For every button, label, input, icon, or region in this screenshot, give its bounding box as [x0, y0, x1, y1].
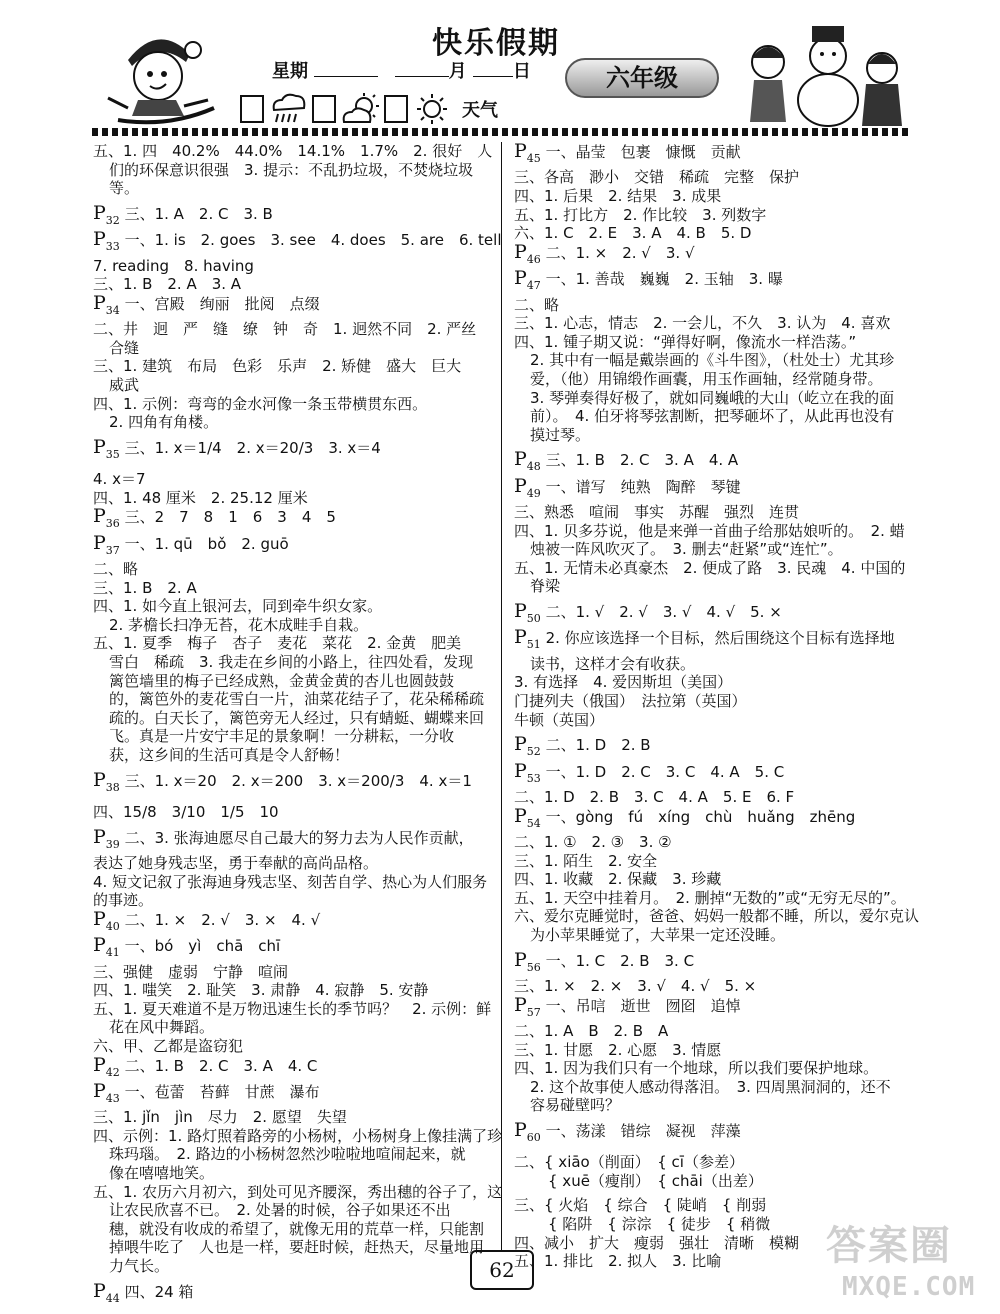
answer-line — [514, 926, 914, 945]
answer-line — [514, 240, 914, 269]
answer-line — [514, 788, 914, 807]
answer-line — [514, 655, 914, 674]
page-ref: $P_{43}$ — [93, 1079, 120, 1105]
page-ref: $P_{41}$ — [93, 934, 120, 959]
answer-line — [514, 474, 914, 503]
answer-line — [93, 531, 493, 560]
page-ref: $P_{52}$ — [514, 733, 541, 758]
page-ref: $P_{50}$ — [514, 600, 541, 625]
answer-text: 三、1. 陌生 2. 安全 — [514, 851, 658, 870]
answer-line — [93, 672, 493, 691]
answer-text: 二、略 — [93, 560, 139, 579]
watermark-logo — [826, 1214, 996, 1312]
page-ref: $P_{44}$ — [93, 1279, 120, 1305]
page-ref: $P_{49}$ — [514, 474, 541, 500]
answer-line — [93, 142, 493, 161]
day-label: 日 — [512, 61, 531, 82]
watermark-url: MXQE.COM — [842, 1272, 976, 1302]
header-divider — [92, 128, 910, 136]
answer-line — [93, 507, 493, 533]
answer-line — [93, 1201, 493, 1220]
answer-text: 前）。 4. 伯牙将琴弦割断，把琴砸坏了，从此再也没有 — [530, 407, 895, 426]
answer-line — [93, 291, 493, 320]
answer-text: 六、甲、乙都是盗窃犯 — [93, 1036, 244, 1055]
answer-text: 三、1. x＝1/4 2. x＝20/3 3. x＝4 — [124, 438, 381, 457]
answer-line — [93, 1164, 493, 1183]
answer-text: 四、15/8 3/10 1/5 10 — [93, 802, 279, 821]
answer-line — [514, 206, 914, 225]
weather-checkbox-sunny — [384, 95, 408, 123]
answer-text: 获，这乡间的生活可真是令人舒畅！ — [109, 746, 350, 764]
answer-text: 掉喂牛吃了 人也是一样，要赶时候，赶热天，尽量地用 — [109, 1238, 485, 1257]
page-ref: $P_{35}$ — [93, 435, 120, 461]
answer-line — [93, 1238, 493, 1257]
answer-text: 们的环保意识很强 3. 提示：不乱扔垃圾，不焚烧垃圾 — [109, 160, 474, 179]
answer-line — [514, 628, 914, 654]
page-ref: $P_{47}$ — [514, 267, 541, 292]
answer-line — [514, 1022, 914, 1041]
answer-line — [93, 201, 493, 230]
answer-text: 四、1. 嗤笑 2. 耻笑 3. 肃静 4. 寂静 5. 安静 — [93, 981, 429, 1000]
answer-line — [514, 692, 914, 711]
answer-text: 威武 — [109, 375, 140, 394]
answer-text: 3. 有选择 4. 爱因斯坦（美国） — [514, 673, 733, 692]
answer-text: 4. x＝7 — [93, 470, 146, 489]
page-header — [0, 0, 1000, 150]
answer-line — [93, 936, 493, 962]
page-ref: $P_{40}$ — [93, 907, 120, 933]
skier-cartoon-icon — [98, 20, 218, 128]
answer-line — [514, 889, 914, 908]
answer-text: 五、1. 农历六月初六，到处可见齐腰深，秀出穗的谷子了，这 — [93, 1182, 503, 1201]
answer-line — [93, 470, 493, 489]
page-ref: $P_{32}$ — [93, 201, 120, 227]
answer-text: 烛被一阵风吹灭了。 3. 删去“赶紧”或“连忙”。 — [530, 540, 843, 559]
answer-line — [514, 870, 914, 889]
answer-line — [93, 1037, 493, 1056]
answer-line — [93, 746, 493, 765]
answer-text: 三、1. 心志，情志 2. 一会儿，不久 3. 认为 4. 喜欢 — [514, 314, 891, 333]
answer-line — [93, 981, 493, 1000]
weekday-label: 星期 — [272, 61, 308, 82]
answer-line — [93, 376, 493, 395]
answer-text: 二、1. D 2. B — [545, 736, 651, 755]
answer-text: 7. reading 8. having — [93, 256, 254, 275]
answer-text: 等。 — [109, 179, 140, 198]
answer-line — [93, 1108, 493, 1127]
page-ref: $P_{36}$ — [93, 505, 120, 531]
answer-line — [514, 852, 914, 871]
page-title: 快乐假期 — [432, 26, 560, 61]
answer-line — [93, 768, 493, 797]
answer-line — [93, 257, 493, 276]
answer-text: 2. 茅檐长扫净无苔，花木成畦手自栽。 — [109, 615, 369, 634]
answer-line — [93, 357, 493, 376]
answer-text: 花在风中舞蹈。 — [109, 1018, 215, 1037]
sun-icon — [412, 92, 452, 126]
answer-text: 四、1. 贝多芬说，他是来弹一首曲子给那姑娘听的。 2. 蜡 — [514, 521, 905, 540]
answer-text: 一、苞蕾 苔藓 甘蔗 瀑布 — [124, 1082, 320, 1101]
answer-text: 五、1. 无情未必真豪杰 2. 便成了路 3. 民魂 4. 中国的 — [514, 558, 906, 577]
answer-text: 一、吊唁 逝世 囫囵 追悼 — [545, 996, 741, 1015]
answer-line — [514, 1172, 914, 1191]
answer-line — [514, 833, 914, 852]
answer-text: 爱，（他）用锦缎作画囊，用玉作画轴，经常随身带。 — [530, 369, 883, 388]
page-ref: $P_{57}$ — [514, 993, 541, 1019]
answer-line — [93, 579, 493, 598]
answer-text: 二、3. 张海迪愿尽自己最大的努力去为人民作贡献， — [124, 828, 474, 847]
answer-line — [514, 426, 914, 445]
answer-line — [514, 993, 914, 1022]
answer-line — [93, 1145, 493, 1164]
answer-text: 三、各高 渺小 交错 稀疏 完整 保护 — [514, 168, 800, 187]
answer-text: 一、1. C 2. B 3. C — [545, 951, 695, 970]
partly-sunny-icon — [340, 92, 380, 126]
answer-text: 让农民欣喜不已。 2. 处暑的时候，谷子如果还不出 — [109, 1201, 451, 1220]
answer-text: 三、强健 虚弱 宁静 喧闹 — [93, 962, 289, 981]
answer-text: 表达了她身残志坚，勇于奉献的高尚品格。 — [93, 853, 379, 872]
answer-line — [93, 275, 493, 294]
answer-text: 2. 四角有角楼。 — [109, 413, 219, 432]
answer-text: 一、gòng fú xíng chù huǎng zhēng — [545, 807, 856, 826]
answer-text: 四、1. 锺子期又说：“弹得好啊，像流水一样浩荡。” — [514, 332, 857, 351]
answer-text: 一、谱写 纯熟 陶醉 琴键 — [545, 477, 741, 496]
answer-line — [514, 1078, 914, 1097]
page-ref: $P_{39}$ — [93, 825, 120, 851]
answer-line — [93, 435, 493, 464]
answer-line — [514, 351, 914, 370]
page-ref: $P_{54}$ — [514, 804, 541, 830]
answer-text: 珠玛瑙。 2. 路边的小杨树忽然沙啦啦地喧闹起来，就 — [109, 1145, 466, 1164]
answer-text: 2. 你应该选择一个目标，然后围绕这个目标有选择地 — [545, 629, 895, 648]
answer-text: 四、1. 如今直上银河去，同到牵牛织女家。 — [93, 597, 383, 616]
answer-text: 三、1. B 2. C 3. A 4. A — [545, 451, 739, 470]
answer-line — [93, 907, 493, 936]
answer-text: 三、1. x＝20 2. x＝200 3. x＝200/3 4. x＝1 — [124, 771, 472, 790]
answer-line — [93, 489, 493, 508]
answer-text: 疏的。白天长了，篱笆旁无人经过，只有蜻蜓、蝴蝶来回 — [109, 708, 485, 727]
page-ref: $P_{37}$ — [93, 531, 120, 557]
answer-line — [514, 296, 914, 315]
answer-text: 2. 其中有一幅是戴崇画的《斗牛图》，（杜处士）尤其珍 — [530, 351, 895, 370]
month-label: 月 — [448, 61, 467, 82]
weather-checkbox-cloudy — [312, 95, 336, 123]
answer-line — [514, 1059, 914, 1078]
weekday-blank — [314, 60, 378, 77]
answer-line — [93, 1079, 493, 1108]
answer-text: 篱笆墙里的梅子已经成熟，金黄金黄的杏儿也圆鼓鼓 — [109, 671, 455, 690]
answer-line — [93, 560, 493, 579]
answer-line — [93, 1220, 493, 1239]
answer-line — [93, 854, 493, 873]
answer-text: 一、1. D 2. C 3. C 4. A 5. C — [545, 762, 785, 781]
answer-text: 四、1. 48 厘米 2. 25.12 厘米 — [93, 488, 308, 507]
answer-text: 的事迹。 — [93, 891, 154, 910]
page-ref: $P_{46}$ — [514, 240, 541, 266]
answer-line — [93, 228, 502, 256]
answer-text: 四、减小 扩大 瘦弱 强壮 清晰 模糊 — [514, 1233, 800, 1252]
answer-text: { 陷阱 { 淙淙 { 徒步 { 稍微 — [548, 1215, 771, 1234]
answer-text: 2. 这个故事使人感动得落泪。 3. 四周黑洞洞的，还不 — [530, 1077, 891, 1096]
answer-text: 雪白 稀疏 3. 我走在乡间的小路上，往四处看，发现 — [109, 653, 474, 672]
answer-line — [93, 653, 493, 672]
answer-line — [93, 413, 493, 432]
answer-text: 三、1. 建筑 布局 色彩 乐声 2. 矫健 盛大 巨大 — [93, 357, 462, 376]
answer-text: 三、1. × 2. × 3. √ 4. √ 5. × — [514, 976, 757, 995]
answer-line — [514, 977, 914, 996]
answer-line — [93, 161, 493, 180]
grade-badge: 六年级 — [565, 58, 719, 98]
answer-text: 像在嘻嘻地笑。 — [109, 1164, 215, 1183]
answer-text: 读书，这样才会有收获。 — [530, 654, 696, 673]
day-blank — [473, 60, 513, 77]
answer-line — [514, 540, 914, 559]
answer-line — [93, 616, 493, 635]
answer-line — [514, 389, 914, 408]
weather-checkbox-rain — [240, 95, 264, 123]
date-line — [272, 57, 531, 83]
answer-line — [514, 735, 914, 761]
page-ref: $P_{45}$ — [514, 140, 541, 165]
answer-text: 一、晶莹 包裹 慷慨 贡献 — [545, 143, 741, 161]
weather-row — [240, 92, 498, 126]
page-ref: $P_{34}$ — [93, 291, 120, 317]
answer-line — [514, 407, 914, 426]
answer-text: 二、略 — [514, 295, 560, 314]
answer-line — [93, 634, 493, 653]
answer-line — [93, 1000, 493, 1019]
answer-text: 二、1. B 2. C 3. A 4. C — [124, 1056, 318, 1075]
answer-text: 合缝 — [109, 338, 140, 357]
answer-text: 力气长。 — [109, 1257, 170, 1276]
month-blank — [395, 60, 449, 77]
snowman-cartoon-icon — [740, 22, 910, 130]
answer-line — [514, 224, 914, 243]
answer-text: 五、1. 天空中挂着月。 2. 删掉“无数的”或“无穷无尽的”。 — [514, 888, 906, 907]
answer-line — [93, 1279, 493, 1308]
answer-text: 三、1. A 2. C 3. B — [124, 204, 273, 223]
answer-line — [514, 522, 914, 541]
answer-text: 五、1. 打比方 2. 作比较 3. 列数字 — [514, 205, 767, 224]
answer-line — [514, 314, 914, 333]
answer-text: 的，篱笆外的麦花雪白一片，油菜花结子了，花朵稀稀疏 — [109, 690, 485, 709]
answer-line — [514, 1153, 914, 1172]
answer-text: 4. 短文记叙了张海迪身残志坚、刻苦自学、热心为人们服务 — [93, 872, 488, 891]
answer-text: 五、1. 夏天难道不是万物迅速生长的季节吗？ 2. 示例：鲜 — [93, 999, 492, 1018]
answer-text: 四、1. 因为我们只有一个地球，所以我们要保护地球。 — [514, 1059, 879, 1078]
answer-text: 脊梁 — [530, 577, 561, 596]
answer-line — [514, 804, 914, 833]
page-ref: $P_{53}$ — [514, 759, 541, 785]
answer-text: 穗，就没有收成的希望了，就像无用的荒草一样，只能割 — [109, 1219, 485, 1238]
answer-text: 二、1. D 2. B 3. C 4. A 5. E 6. F — [514, 787, 795, 806]
watermark-text: 答案圈 — [826, 1223, 952, 1269]
answer-column-right — [514, 140, 920, 1271]
answer-text: 容易碰壁吗？ — [530, 1096, 621, 1115]
answer-line — [93, 727, 493, 746]
answer-text: 二、井 迥 严 缝 缭 钟 奇 1. 迥然不同 2. 严丝 — [93, 320, 477, 339]
answer-text: 二、1. × 2. √ 3. × 4. √ — [124, 910, 321, 929]
answer-line — [514, 559, 914, 578]
answer-line — [93, 179, 493, 198]
answer-line — [93, 1257, 493, 1276]
page-ref: $P_{56}$ — [514, 948, 541, 974]
answer-line — [514, 602, 914, 628]
answer-line — [514, 1196, 914, 1215]
answer-text: 一、1. is 2. goes 3. see 4. does 5. are 6. tell — [124, 231, 502, 250]
answer-text: 六、爱尔克睡觉时，爸爸、妈妈一般都不睡，所以，爱尔克认 — [514, 907, 920, 926]
answer-text: 三、1. B 2. A — [93, 578, 197, 597]
answer-line — [514, 907, 920, 926]
answer-text: 四、示例：1. 路灯照着路旁的小杨树，小杨树身上像挂满了珍 — [93, 1126, 503, 1145]
answer-text: 四、24 箱 — [124, 1282, 194, 1301]
answer-text: 三、1. 甘愿 2. 心愿 3. 情愿 — [514, 1040, 722, 1059]
answer-line — [93, 825, 493, 854]
answer-text: 门捷列夫（俄国） 法拉第（英国） — [514, 692, 747, 711]
answer-text: { xuē（瘦削） { chāi（出差） — [548, 1171, 763, 1190]
page-ref: $P_{51}$ — [514, 626, 541, 652]
answer-line — [514, 503, 914, 522]
answer-line — [514, 168, 914, 187]
answer-line — [93, 891, 493, 910]
answer-line — [514, 269, 914, 295]
answer-text: 摸过琴。 — [530, 425, 591, 444]
answer-text: 牛顿（英国） — [514, 710, 605, 729]
answer-text: 五、1. 夏季 梅子 杏子 麦花 菜花 2. 金黄 肥美 — [93, 634, 462, 653]
answer-line — [93, 803, 493, 822]
answer-line — [93, 709, 493, 728]
answer-text: 二、1. × 2. √ 3. √ — [545, 243, 695, 262]
answer-line — [514, 142, 914, 168]
page-ref: $P_{48}$ — [514, 448, 541, 474]
answer-text: 六、1. C 2. E 3. A 4. B 5. D — [514, 224, 752, 243]
answer-line — [514, 673, 914, 692]
answer-text: 一、宫殿 绚丽 批阅 点缀 — [124, 294, 320, 313]
answer-line — [93, 1182, 503, 1202]
answer-text: 五、1. 排比 2. 拟人 3. 比喻 — [514, 1252, 722, 1271]
answer-text: 一、1. qū bǒ 2. guō — [124, 534, 289, 553]
weather-label: 天气 — [462, 100, 498, 121]
answer-line — [514, 1118, 914, 1147]
answer-line — [514, 1096, 914, 1115]
answer-line — [514, 711, 914, 730]
answer-text: 一、1. 善哉 巍巍 2. 玉轴 3. 曝 — [545, 270, 783, 289]
answer-line — [93, 690, 493, 709]
answer-line — [514, 948, 914, 977]
answer-text: 二、1. √ 2. √ 3. √ 4. √ 5. × — [545, 603, 782, 622]
answer-text: 一、bó yì chā chī — [124, 937, 281, 956]
answer-text: 四、1. 示例：弯弯的金水河像一条玉带横贯东西。 — [93, 394, 428, 413]
answer-text: 一、荡漾 错综 凝视 萍藻 — [545, 1121, 741, 1140]
answer-text: 五、1. 四 40.2% 44.0% 14.1% 1.7% 2. 很好 人 — [93, 142, 493, 160]
answer-text: 二、1. A B 2. B A — [514, 1021, 669, 1040]
page-ref: $P_{38}$ — [93, 768, 120, 794]
page-ref: $P_{60}$ — [514, 1118, 541, 1144]
answer-line — [93, 320, 493, 339]
answer-text: 3. 琴弹奏得好极了，就如同巍峨的大山（屹立在我的面 — [530, 388, 895, 407]
answer-line — [93, 339, 493, 358]
answer-text: 三、{ 火焰 { 综合 { 陡峭 { 削弱 — [514, 1196, 767, 1215]
answer-line — [93, 963, 493, 982]
page-ref: $P_{33}$ — [93, 228, 120, 253]
answer-line — [514, 1041, 914, 1060]
column-divider — [501, 142, 502, 1250]
answer-text: 四、1. 后果 2. 结果 3. 成果 — [514, 186, 722, 205]
answer-line — [514, 333, 914, 352]
answer-line — [93, 597, 493, 616]
answer-text: 三、1. jǐn jìn 尽力 2. 愿望 失望 — [93, 1108, 347, 1127]
rain-icon — [268, 92, 308, 126]
answer-text: 三、1. B 2. A 3. A — [93, 275, 242, 294]
answer-text: 为小苹果睡觉了，大苹果一定还没睡。 — [530, 925, 786, 944]
answer-text: 三、2 7 8 1 6 3 4 5 — [124, 508, 336, 527]
answer-line — [93, 1018, 493, 1037]
page-ref: $P_{42}$ — [93, 1053, 120, 1079]
answer-line — [514, 759, 914, 788]
answer-line — [514, 187, 914, 206]
answer-line — [93, 1126, 503, 1146]
answer-text: 三、熟悉 喧闹 事实 苏醒 强烈 连贯 — [514, 503, 800, 522]
answer-line — [514, 370, 914, 389]
answer-line — [93, 873, 493, 892]
answer-line — [93, 1053, 493, 1082]
answer-text: 飞。真是一片安宁丰足的景象啊！一分耕耘，一分收 — [109, 727, 455, 746]
answer-text: 二、1. ① 2. ③ 3. ② — [514, 832, 672, 851]
page-number: 62 — [470, 1250, 534, 1290]
answer-text: 二、{ xiāo（削面） { cī（参差） — [514, 1153, 744, 1172]
answer-line — [514, 577, 914, 596]
answer-text: 四、1. 收藏 2. 保藏 3. 珍藏 — [514, 870, 722, 889]
answer-line — [93, 395, 493, 414]
answer-line — [514, 450, 914, 476]
